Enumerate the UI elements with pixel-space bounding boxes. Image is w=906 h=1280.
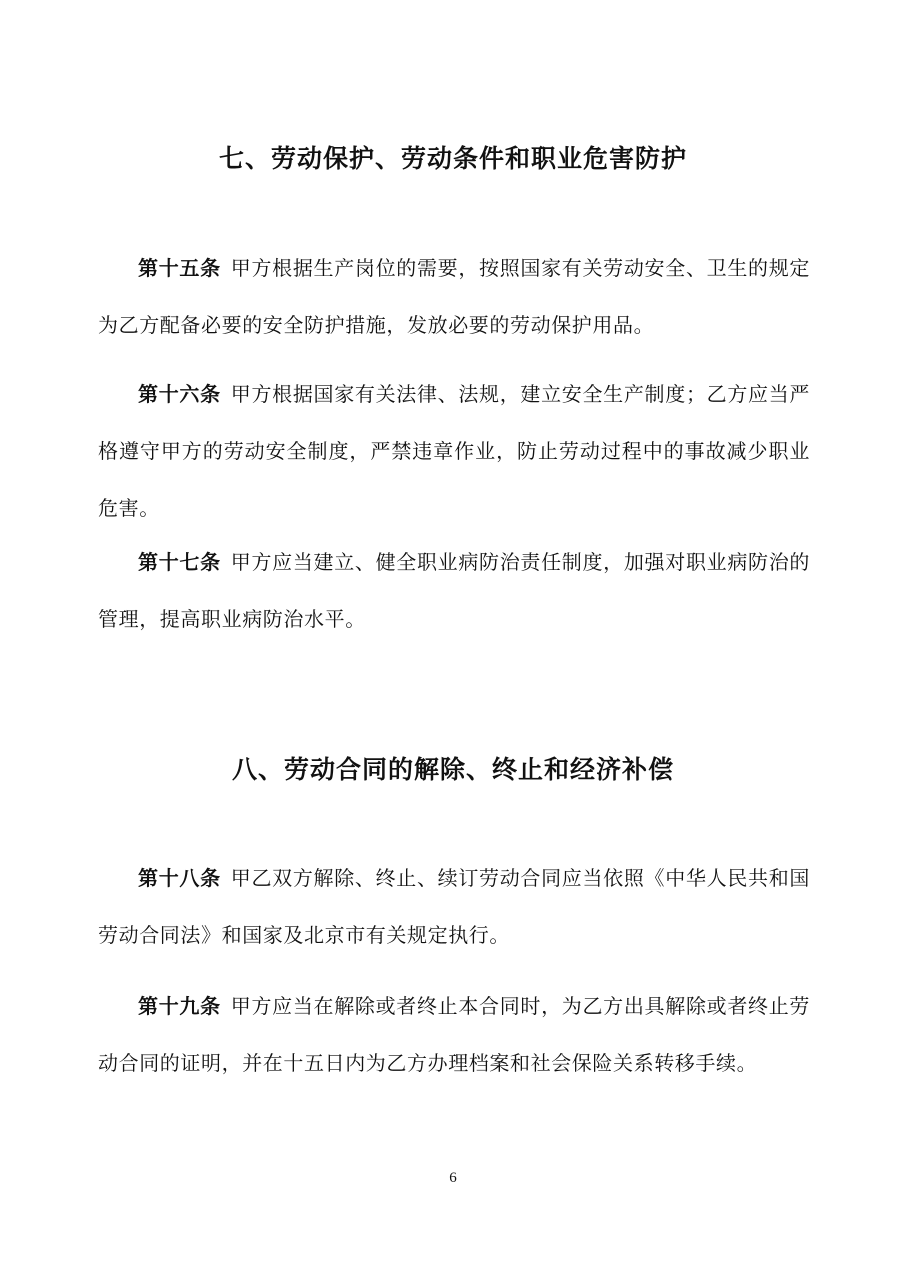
article-text: 甲方根据生产岗位的需要，按照国家有关劳动安全、卫生的规定为乙方配备必要的安全防护措施，发放必要的劳动保护用品。 [98,256,810,337]
section-title-7: 七、劳动保护、劳动条件和职业危害防护 [218,144,687,173]
article-number: 第十六条 [138,382,221,406]
article-19 [98,978,810,1092]
article-number: 第十五条 [138,256,221,280]
article-15 [98,240,810,354]
article-text: 甲方应当在解除或者终止本合同时，为乙方出具解除或者终止劳动合同的证明，并在十五日内为乙方办理档案和社会保险关系转移手续。 [98,994,810,1075]
article-18 [98,850,810,964]
article-number: 第十九条 [138,994,221,1018]
article-text: 甲方应当建立、健全职业病防治责任制度，加强对职业病防治的管理，提高职业病防治水平。 [98,550,810,631]
page-number: 6 [449,1170,457,1186]
article-number: 第十八条 [138,866,221,890]
article-16 [98,366,810,537]
article-text: 甲方根据国家有关法律、法规，建立安全生产制度；乙方应当严格遵守甲方的劳动安全制度，严禁违章作业，防止劳动过程中的事故减少职业危害。 [98,382,810,520]
article-number: 第十七条 [138,550,221,574]
section-title-8: 八、劳动合同的解除、终止和经济补偿 [231,755,674,784]
article-17 [98,534,810,648]
article-text: 甲乙双方解除、终止、续订劳动合同应当依照《中华人民共和国劳动合同法》和国家及北京市有关规定执行。 [98,866,810,947]
